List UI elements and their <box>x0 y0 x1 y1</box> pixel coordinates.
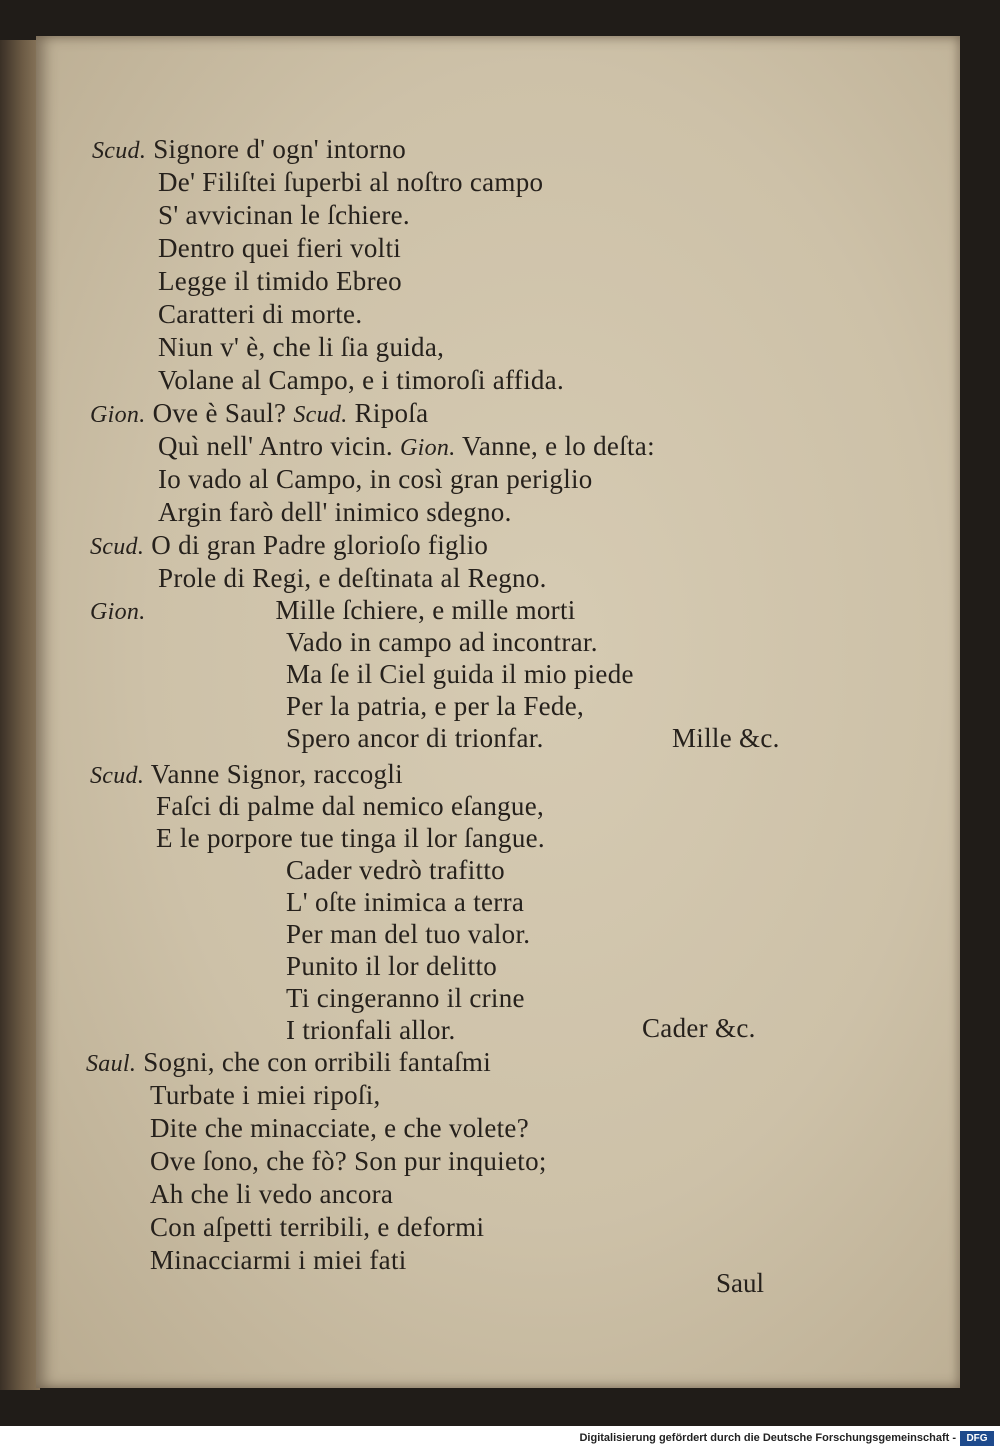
speaker-label: Gion. <box>90 402 146 428</box>
verse-text: Caratteri di morte. <box>158 299 363 329</box>
verse-line <box>158 496 512 528</box>
catchword: Saul <box>716 1268 765 1298</box>
verse-text: Niun v' è, che li ſia guida, <box>158 332 445 362</box>
verse-text: Ah che li vedo ancora <box>150 1179 394 1209</box>
verse-line <box>158 463 593 495</box>
verse-text: S' avvicinan le ſchiere. <box>158 200 410 230</box>
verse-text: Signore d' ogn' intorno <box>153 134 407 164</box>
verse-text: Punito il lor delitto <box>286 951 498 981</box>
verse-line <box>286 854 505 886</box>
book-page <box>36 36 960 1388</box>
verse-text: Prole di Regi, e deſtinata al Regno. <box>158 563 547 593</box>
verse-line <box>286 722 544 754</box>
refrain-text: Cader &c. <box>642 1013 756 1043</box>
verse-text: Minacciarmi i miei fati <box>150 1245 407 1275</box>
verse-text: Faſci di palme dal nemico eſangue, <box>156 791 545 821</box>
verse-text: Dentro quei fieri volti <box>158 233 402 263</box>
verse-line <box>90 594 576 628</box>
verse-text: Vanne Signor, raccogli <box>150 759 403 789</box>
verse-line <box>150 1112 529 1144</box>
speaker-label: Scud. <box>90 534 145 560</box>
verse-line <box>286 982 525 1014</box>
verse-text: Quì nell' Antro vicin. <box>158 431 400 461</box>
verse-text: Ma ſe il Ciel guida il mio piede <box>286 659 634 689</box>
speaker-label: Scud. <box>92 138 147 164</box>
verse-text: Ove ſono, che fò? Son pur inquieto; <box>150 1146 547 1176</box>
verse-line <box>158 265 402 297</box>
speaker-label: Gion. <box>90 599 146 625</box>
verse-line <box>286 658 634 690</box>
verse-text: I trionfali allor. <box>286 1015 456 1045</box>
verse-line <box>156 790 544 822</box>
verse-line <box>158 331 444 363</box>
refrain-text: Mille &c. <box>672 723 780 753</box>
verse-line <box>158 430 655 464</box>
dfg-logo: DFG <box>960 1431 994 1446</box>
speaker-label: Gion. <box>400 435 456 461</box>
verse-line <box>158 562 547 594</box>
verse-line <box>286 886 524 918</box>
verse-line <box>90 397 428 431</box>
verse-line <box>158 232 401 264</box>
verse-line <box>86 1046 491 1080</box>
verse-line <box>150 1244 407 1276</box>
verse-line <box>92 133 406 167</box>
verse-line <box>158 298 362 330</box>
verse-text: Sogni, che con orribili fantaſmi <box>143 1047 492 1077</box>
verse-text: Spero ancor di trionfar. <box>286 723 544 753</box>
previous-page-edge <box>0 40 40 1390</box>
verse-text: O di gran Padre glorioſo figlio <box>151 530 489 560</box>
verse-line <box>286 626 598 658</box>
verse-line <box>286 918 530 950</box>
verse-text: De' Filiſtei ſuperbi al noſtro campo <box>158 167 544 197</box>
digitization-footer <box>0 1426 1000 1451</box>
verse-line <box>90 529 488 563</box>
refrain-cue <box>672 722 780 754</box>
verse-line <box>158 199 410 231</box>
refrain-cue <box>642 1012 756 1044</box>
verse-text: Per man del tuo valor. <box>286 919 531 949</box>
verse-text: Dite che minacciate, e che volete? <box>150 1113 529 1143</box>
verse-text: Turbate i miei ripoſi, <box>150 1080 381 1110</box>
verse-text: L' oſte inimica a terra <box>286 887 525 917</box>
verse-text: Vanne, e lo deſta: <box>455 431 655 461</box>
verse-text: Io vado al Campo, in così gran periglio <box>158 464 593 494</box>
speaker-label: Scud. <box>90 763 145 789</box>
footer-credit: Digitalisierung gefördert durch die Deutsche Forschungsgemeinschaft - <box>579 1432 956 1444</box>
verse-line <box>150 1178 393 1210</box>
verse-line <box>286 1014 456 1046</box>
verse-line <box>286 950 497 982</box>
verse-line <box>156 822 545 854</box>
verse-line <box>158 364 564 396</box>
verse-line <box>286 690 584 722</box>
verse-line <box>158 166 543 198</box>
verse-text: Mille ſchiere, e mille morti <box>275 595 576 625</box>
verse-text: Legge il timido Ebreo <box>158 266 402 296</box>
speaker-label: Scud. <box>293 402 348 428</box>
verse-text: Vado in campo ad incontrar. <box>286 627 598 657</box>
verse-text: Con aſpetti terribili, e deformi <box>150 1212 485 1242</box>
verse-line <box>150 1211 484 1243</box>
speaker-label: Saul. <box>86 1051 137 1077</box>
verse-text: Argin farò dell' inimico sdegno. <box>158 497 512 527</box>
verse-text: Ti cingeranno il crine <box>286 983 525 1013</box>
verse-line <box>150 1079 381 1111</box>
verse-text: Ove è Saul? <box>152 398 294 428</box>
verse-text: Ripoſa <box>347 398 429 428</box>
verse-text: Volane al Campo, e i timoroſi affida. <box>158 365 565 395</box>
verse-text: Per la patria, e per la Fede, <box>286 691 585 721</box>
verse-line <box>90 758 403 792</box>
verse-text: Cader vedrò trafitto <box>286 855 505 885</box>
verse-text: E le porpore tue tinga il lor ſangue. <box>156 823 545 853</box>
verse-line <box>150 1145 547 1177</box>
